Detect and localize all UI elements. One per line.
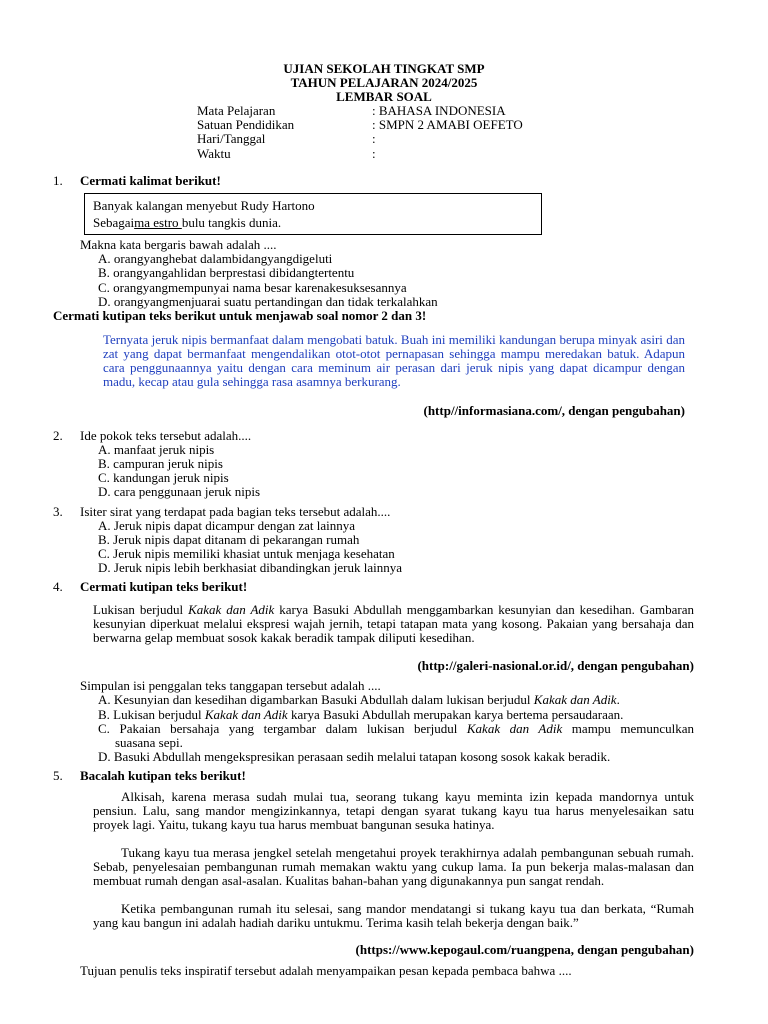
passage-2-3-instruction: Cermati kutipan teks berikut untuk menjawab soal nomor 2 dan 3! bbox=[53, 308, 427, 323]
question-5-text: Tujuan penulis teks inspiratif tersebut adalah menyampaikan pesan kepada pembaca bahwa .... bbox=[80, 963, 572, 978]
passage-4-text bbox=[93, 603, 694, 645]
underlined-word: ma estro bbox=[134, 215, 182, 230]
q3-option-c[interactable]: C. Jeruk nipis memiliki khasiat untuk menjaga kesehatan bbox=[98, 546, 395, 561]
passage-4-text-start: Lukisan berjudul bbox=[93, 602, 189, 617]
quote-text-after: bulu tangkis dunia. bbox=[181, 215, 282, 230]
question-number-2: 2. bbox=[53, 428, 63, 443]
q4-option-a-text: A. Kesunyian dan kesedihan digambarkan Basuki Abdullah dalam lukisan berjudul bbox=[98, 692, 534, 707]
q1-option-d[interactable]: D. orangyangmenjuarai suatu pertandingan dan tidak terkalahkan bbox=[98, 294, 438, 309]
q4-option-c[interactable] bbox=[98, 722, 694, 736]
q4-option-a[interactable] bbox=[98, 693, 620, 707]
passage-5-paragraph-2: Tukang kayu tua merasa jengkel setelah mengetahui proyek terakhirnya adalah pembangunan sebuah rumah. Sebab, penyelesaian pembangunan rumah memakan waktu yang cukup lama. Ia pun bekerja malas-malasan dan membuat rumah dengan asal-asalan. Kualitas bahan-bahan yang digunakannya pun sangat rendah. bbox=[93, 845, 694, 888]
passage-4-source: (http://galeri-nasional.or.id/, dengan pengubahan) bbox=[417, 658, 694, 673]
question-number-5: 5. bbox=[53, 768, 63, 783]
q2-option-b[interactable]: B. campuran jeruk nipis bbox=[98, 456, 223, 471]
q4-option-c-continued: suasana sepi. bbox=[115, 735, 183, 750]
info-label-subject: Mata Pelajaran bbox=[197, 103, 276, 118]
painting-title: Kakak dan Adik bbox=[188, 602, 275, 617]
q1-option-c[interactable]: C. orangyangmempunyai nama besar karenakesuksesannya bbox=[98, 280, 407, 295]
question-2-text: Ide pokok teks tersebut adalah.... bbox=[80, 428, 252, 443]
info-label-date: Hari/Tanggal bbox=[197, 131, 266, 146]
q4-option-c-title: Kakak dan Adik bbox=[466, 721, 563, 736]
exam-title: UJIAN SEKOLAH TINGKAT SMP bbox=[283, 61, 485, 76]
q4-option-b-text: B. Lukisan berjudul bbox=[98, 707, 205, 722]
info-label-school: Satuan Pendidikan bbox=[197, 117, 295, 132]
q3-option-d[interactable]: D. Jeruk nipis lebih berkhasiat dibandingkan jeruk lainnya bbox=[98, 560, 402, 575]
quote-line-1: Banyak kalangan menyebut Rudy Hartono bbox=[93, 198, 315, 213]
q2-option-d[interactable]: D. cara penggunaan jeruk nipis bbox=[98, 484, 261, 499]
question-1-instruction: Cermati kalimat berikut! bbox=[80, 173, 221, 188]
passage-4-text-rest: karya Basuki Abdullah menggambarkan kesunyian dan kesedihan. Gambaran kesunyian diperkuat melalui ekspresi wajah jernih, tetapi tatapan mata yang kosong. Pakaian yang bersahaja dan berwarna gelap membuat sosok kakak beradik tampak diliputi kesedihan. bbox=[93, 602, 694, 645]
exam-year: TAHUN PELAJARAN 2024/2025 bbox=[290, 75, 478, 90]
passage-5-paragraph-3: Ketika pembangunan rumah itu selesai, sang mandor mendatangi si tukang kayu tua dan berkata, “Rumah yang kau bangun ini adalah hadiah dariku untukmu. Terima kasih telah bekerja dengan baik.” bbox=[93, 901, 694, 930]
info-value-school: : SMPN 2 AMABI OEFETO bbox=[372, 117, 523, 132]
passage-2-3-text: Ternyata jeruk nipis bermanfaat dalam mengobati batuk. Buah ini memiliki kandungan berupa minyak asiri dan zat yang dapat bermanfaat mengendalikan otot-otot pernapasan sehingga mampu meredakan batuk. Adapun cara penggunaannya yaitu dengan cara meminum air perasan dari jeruk nipis yang dapat dicampur dengan madu, kecap atau gula sehingga rasa asamnya berkurang. bbox=[103, 332, 685, 389]
q3-option-b[interactable]: B. Jeruk nipis dapat ditanam di pekarangan rumah bbox=[98, 532, 360, 547]
q4-option-d[interactable]: D. Basuki Abdullah mengekspresikan perasaan sedih melalui tatapan kosong sosok kakak beradik. bbox=[98, 749, 611, 764]
q4-option-b[interactable] bbox=[98, 708, 623, 722]
question-4-text: Simpulan isi penggalan teks tanggapan tersebut adalah .... bbox=[80, 678, 381, 693]
question-4-instruction: Cermati kutipan teks berikut! bbox=[80, 579, 248, 594]
q1-option-b[interactable]: B. orangyangahlidan berprestasi dibidangtertentu bbox=[98, 265, 355, 280]
q4-option-a-title: Kakak dan Adik bbox=[533, 692, 617, 707]
exam-sheet-title: LEMBAR SOAL bbox=[336, 89, 432, 104]
question-5-instruction: Bacalah kutipan teks berikut! bbox=[80, 768, 246, 783]
question-number-4: 4. bbox=[53, 579, 63, 594]
info-label-time: Waktu bbox=[197, 146, 231, 161]
info-value-date: : bbox=[372, 131, 376, 146]
passage-2-3-source: (http//informasiana.com/, dengan pengubahan) bbox=[423, 403, 685, 418]
passage-5-source: (https://www.kepogaul.com/ruangpena, dengan pengubahan) bbox=[355, 942, 694, 957]
question-number-3: 3. bbox=[53, 504, 63, 519]
q4-option-a-end: . bbox=[616, 692, 620, 707]
q4-option-c-text: C. Pakaian bersahaja yang tergambar dalam lukisan berjudul bbox=[98, 721, 467, 736]
q4-option-c-end: mampu memunculkan bbox=[562, 721, 694, 736]
q4-option-b-title: Kakak dan Adik bbox=[204, 707, 288, 722]
q3-option-a[interactable]: A. Jeruk nipis dapat dicampur dengan zat lainnya bbox=[98, 518, 356, 533]
passage-5-paragraph-1: Alkisah, karena merasa sudah mulai tua, seorang tukang kayu meminta izin kepada mandornya untuk pensiun. Lalu, sang mandor mengizinkannya, tetapi dengan syarat tukang kayu tua harus menyelesaikan satu proyek lagi. Yaitu, tukang kayu tua harus membuat bangunan sesuka hatinya. bbox=[93, 789, 694, 832]
quote-box bbox=[84, 193, 542, 235]
question-number-1: 1. bbox=[53, 173, 63, 188]
q2-option-c[interactable]: C. kandungan jeruk nipis bbox=[98, 470, 229, 485]
question-1-text: Makna kata bergaris bawah adalah .... bbox=[80, 237, 277, 252]
quote-text-before: Sebagai bbox=[93, 215, 135, 230]
q4-option-b-end: karya Basuki Abdullah merupakan karya bertema persaudaraan. bbox=[287, 707, 624, 722]
q2-option-a[interactable]: A. manfaat jeruk nipis bbox=[98, 442, 215, 457]
q1-option-a[interactable]: A. orangyanghebat dalambidangyangdigeluti bbox=[98, 251, 333, 266]
question-3-text: Isiter sirat yang terdapat pada bagian teks tersebut adalah.... bbox=[80, 504, 391, 519]
quote-line-2 bbox=[93, 216, 281, 230]
info-value-time: : bbox=[372, 146, 376, 161]
info-value-subject: : BAHASA INDONESIA bbox=[372, 103, 506, 118]
